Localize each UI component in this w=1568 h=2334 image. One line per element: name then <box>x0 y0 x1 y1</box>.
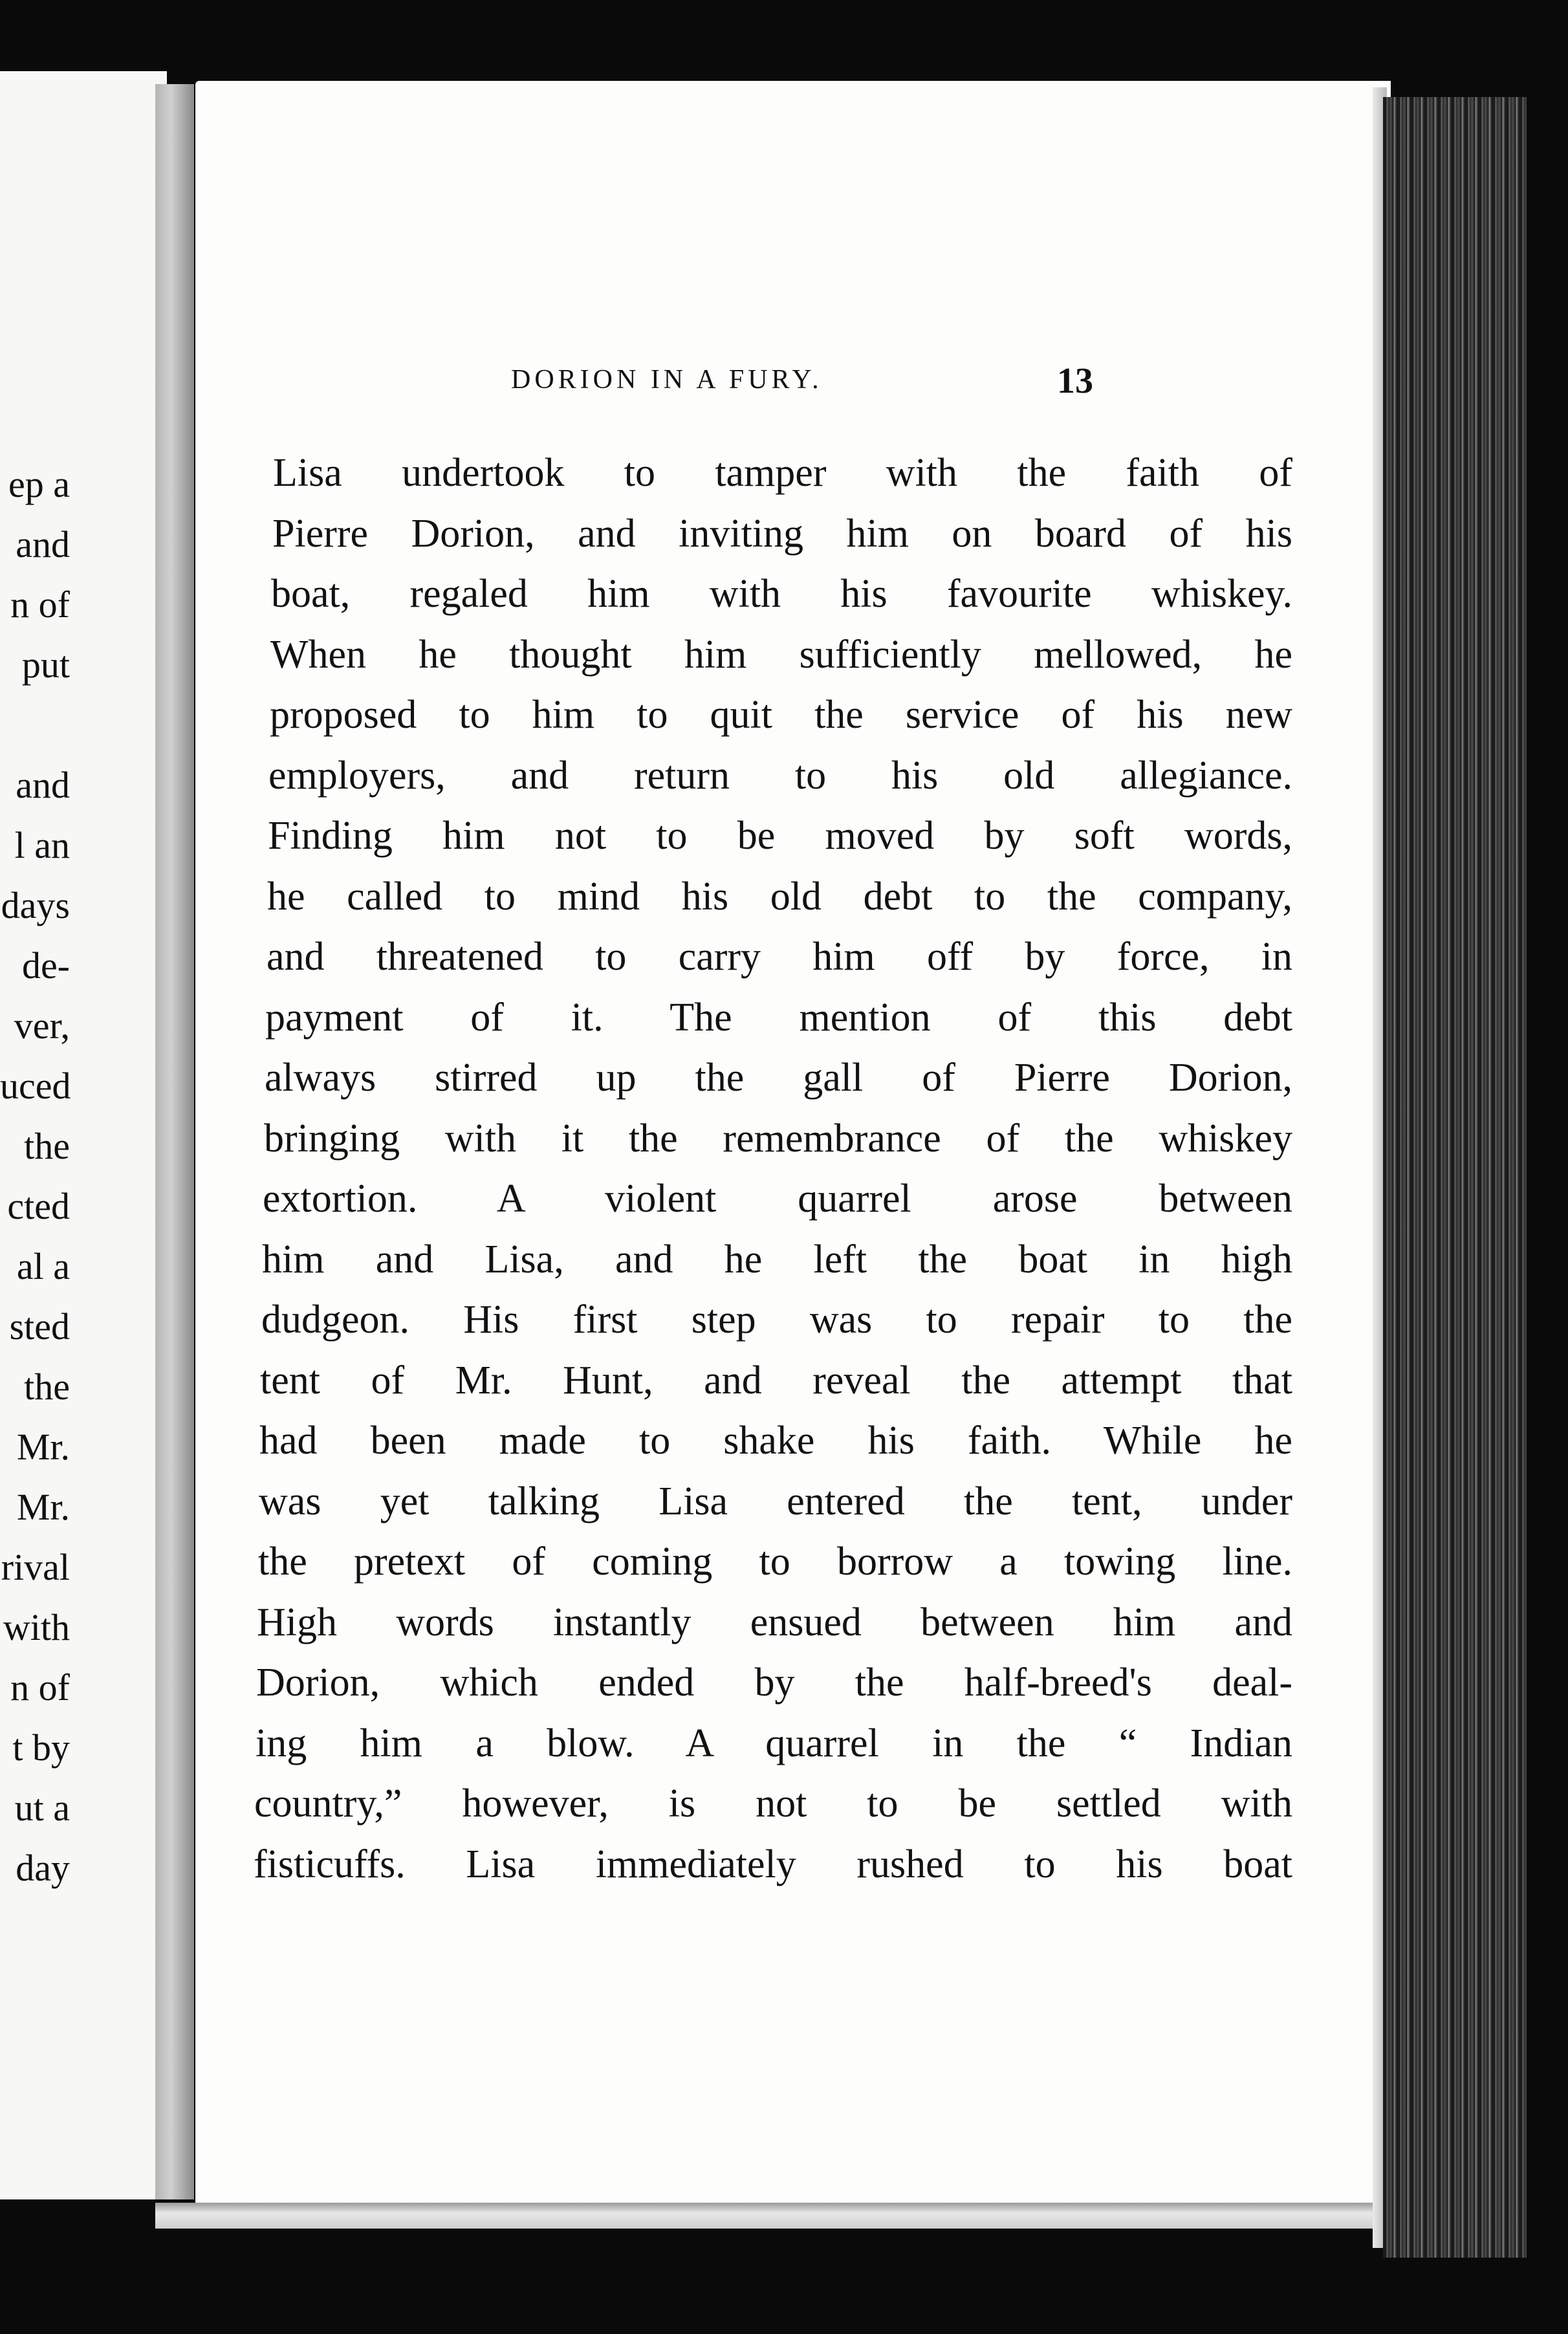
text-line: and threatened to carry him off by force, in <box>267 935 1292 979</box>
text-line: the pretext of coming to borrow a towing line. <box>258 1540 1292 1584</box>
text-line: employers, and return to his old allegiance. <box>268 753 1292 798</box>
left-page-line: and <box>16 523 70 565</box>
running-head-title: DORION IN A FURY. <box>511 365 823 395</box>
text-line: Lisa undertook to tamper with the faith of <box>273 451 1292 495</box>
left-page-line: uced <box>0 1065 71 1107</box>
left-page-line: ver, <box>14 1005 70 1047</box>
text-line: tent of Mr. Hunt, and reveal the attempt that <box>260 1358 1292 1402</box>
text-line: he called to mind his old debt to the company, <box>267 874 1292 919</box>
text-line: dudgeon. His first step was to repair to the <box>261 1298 1292 1342</box>
text-line: High words instantly ensued between him and <box>257 1600 1292 1644</box>
text-line: had been made to shake his faith. While he <box>259 1419 1292 1463</box>
left-page-line: l an <box>14 824 70 866</box>
text-line: Finding him not to be moved by soft words, <box>268 814 1292 858</box>
left-page-line: day <box>16 1847 70 1889</box>
text-line: proposed to him to quit the service of his new <box>270 693 1292 737</box>
text-line: Pierre Dorion, and inviting him on board of his <box>272 511 1292 556</box>
text-line: fisticuffs. Lisa immediately rushed to his boat <box>254 1842 1292 1886</box>
left-page-line: n of <box>10 584 70 626</box>
left-page-line: the <box>24 1125 70 1167</box>
running-head <box>195 361 1391 403</box>
left-page-line: and <box>16 764 70 806</box>
text-line: country,” however, is not to be settled with <box>254 1782 1292 1826</box>
text-line: payment of it. The mention of this debt <box>265 995 1292 1040</box>
left-page-line: ut a <box>14 1787 70 1829</box>
text-line: bringing with it the remembrance of the whiskey <box>264 1116 1292 1161</box>
page-bottom-edge <box>155 2203 1384 2229</box>
book-fore-edge <box>1383 97 1527 2258</box>
text-line: extortion. A violent quarrel arose between <box>263 1177 1292 1221</box>
left-page-line: cted <box>7 1185 70 1227</box>
text-line: When he thought him sufficiently mellowed, he <box>270 632 1292 677</box>
text-line: was yet talking Lisa entered the tent, under <box>259 1479 1292 1523</box>
left-page-line: with <box>3 1606 70 1648</box>
text-line: always stirred up the gall of Pierre Dorion, <box>265 1056 1292 1100</box>
body-text <box>254 443 1292 1895</box>
left-page-line: put <box>21 644 70 686</box>
left-page-line: sted <box>9 1305 70 1347</box>
text-line: boat, regaled him with his favourite whiskey. <box>271 572 1292 616</box>
left-page-line: days <box>1 884 70 926</box>
left-page-line: Mr. <box>16 1426 70 1468</box>
text-line: Dorion, which ended by the half-breed's deal- <box>256 1661 1292 1705</box>
left-page-line: the <box>24 1366 70 1408</box>
text-line: him and Lisa, and he left the boat in high <box>262 1237 1292 1282</box>
left-page-line: de- <box>21 944 70 987</box>
book-page <box>195 81 1391 2206</box>
left-page-line: al a <box>16 1245 70 1287</box>
left-page-line: Mr. <box>16 1486 70 1528</box>
book-gutter <box>155 84 194 2199</box>
left-page-line: rival <box>1 1546 70 1588</box>
left-page-line: ep a <box>8 463 70 505</box>
left-page-line: t by <box>12 1727 70 1769</box>
left-page-line: n of <box>10 1666 70 1708</box>
page-number: 13 <box>1057 361 1093 401</box>
text-line: ing him a blow. A quarrel in the “ Indian <box>256 1721 1292 1765</box>
